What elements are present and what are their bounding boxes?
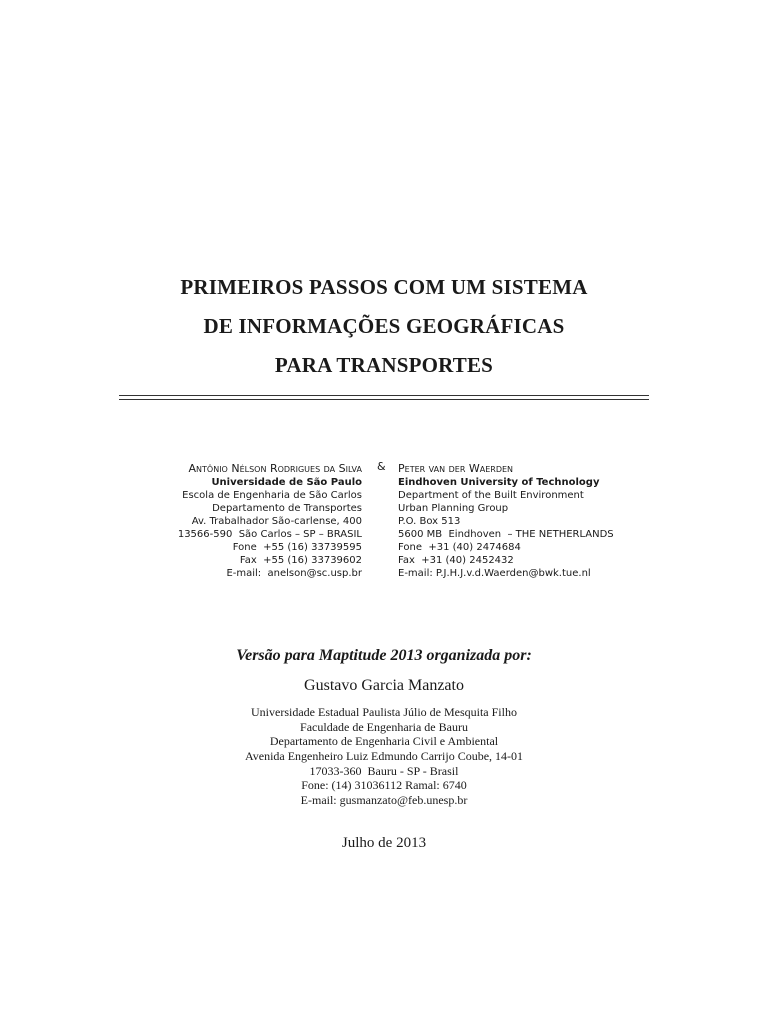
author-left-university: Universidade de São Paulo (211, 477, 362, 488)
author-right-line: P.O. Box 513 (398, 516, 461, 527)
version-block (0, 645, 768, 808)
title-divider-bottom (119, 399, 649, 400)
publication-date: Julho de 2013 (341, 835, 427, 851)
title-divider-top (119, 395, 649, 396)
organizer-line: Departamento de Engenharia Civil e Ambiental (269, 734, 499, 749)
title-line: PRIMEIROS PASSOS COM UM SISTEMA (180, 275, 588, 299)
author-left-line: Departamento de Transportes (212, 503, 362, 514)
organizer-affiliation (0, 705, 768, 808)
version-heading: Versão para Maptitude 2013 organizada por: (236, 647, 532, 664)
author-left-email: E-mail: anelson@sc.usp.br (226, 568, 362, 579)
author-right-line: Urban Planning Group (398, 503, 509, 514)
author-left-line: Fone +55 (16) 33739595 (232, 542, 362, 553)
author-separator: & (377, 460, 386, 473)
organizer-line: Faculdade de Engenharia de Bauru (300, 719, 468, 734)
organizer-line: Avenida Engenheiro Luiz Edmundo Carrijo Coube, 14-01 (244, 749, 524, 764)
title-line: PARA TRANSPORTES (274, 353, 494, 377)
author-right-line: Fone +31 (40) 2474684 (398, 542, 521, 553)
author-right-line: Department of the Built Environment (398, 490, 584, 501)
organizer-name: Gustavo Garcia Manzato (304, 677, 464, 694)
author-left-line: Av. Trabalhador São-carlense, 400 (191, 516, 362, 527)
author-right-email: E-mail: P.J.H.J.v.d.Waerden@bwk.tue.nl (398, 568, 591, 579)
author-right-name: Peter van der Waerden (398, 462, 514, 475)
author-left-line: Fax +55 (16) 33739602 (239, 555, 362, 566)
author-left-name: Antônio Nélson Rodrigues da Silva (188, 462, 362, 475)
author-right-line: Fax +31 (40) 2452432 (398, 555, 514, 566)
author-left-line: 13566-590 São Carlos – SP – BRASIL (177, 529, 362, 540)
document-title (0, 268, 768, 385)
organizer-line: Fone: (14) 31036112 Ramal: 6740 (301, 778, 467, 793)
author-left-line: Escola de Engenharia de São Carlos (182, 490, 362, 501)
organizer-line: 17033-360 Bauru - SP - Brasil (309, 763, 459, 778)
author-left-block (120, 461, 362, 580)
author-right-university: Eindhoven University of Technology (398, 477, 600, 488)
organizer-email: E-mail: gusmanzato@feb.unesp.br (300, 793, 468, 808)
author-right-line: 5600 MB Eindhoven – THE NETHERLANDS (398, 529, 614, 540)
author-right-block (398, 461, 658, 580)
organizer-line: Universidade Estadual Paulista Júlio de Mesquita Filho (251, 705, 517, 719)
title-line: DE INFORMAÇÕES GEOGRÁFICAS (203, 314, 565, 338)
